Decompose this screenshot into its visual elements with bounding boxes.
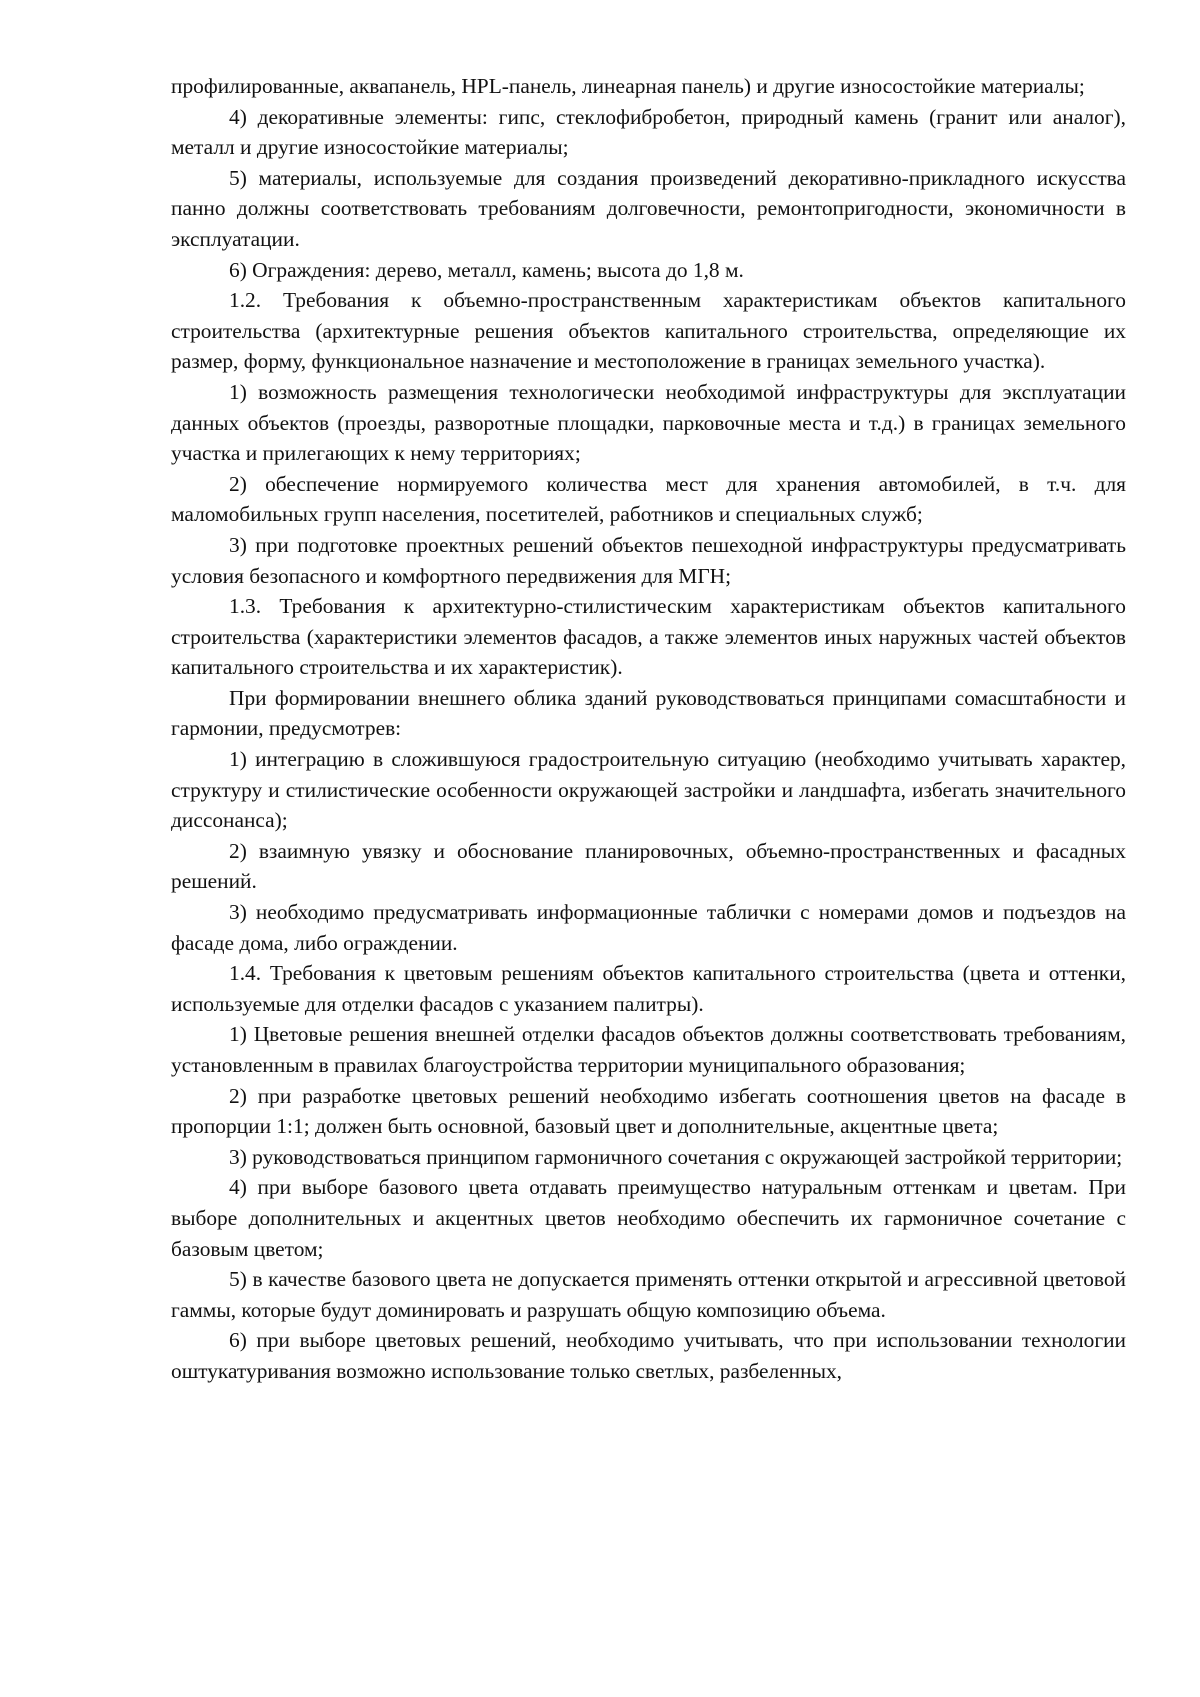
paragraph-mutual-linkage: 2) взаимную увязку и обоснование планировочных, объемно-пространственных и фасадных решений. [171, 838, 1126, 894]
section-heading-1-2: 1.2. Требования к объемно-пространственным характеристикам объектов капитального строительства (архитектурные решения объектов капитального строительства, определяющие их размер, форму, функциональное назначение и местоположение в границах земельного участка). [171, 288, 1126, 374]
paragraph-color-proportion: 2) при разработке цветовых решений необходимо избегать соотношения цветов на фасаде в пропорции 1:1; должен быть основной, базовый цвет и дополнительные, акцентные цвета; [171, 1083, 1126, 1139]
paragraph-infrastructure: 1) возможность размещения технологически необходимой инфраструктуры для эксплуатации данных объектов (проезды, разворотные площадки, парковочные места и т.д.) в границах земельного участка и прилегающих к нему территориях; [171, 379, 1126, 466]
section-heading-1-4: 1.4. Требования к цветовым решениям объектов капитального строительства (цвета и оттенки, используемые для отделки фасадов с указанием палитры). [171, 961, 1126, 1016]
paragraph-external-appearance: При формировании внешнего облика зданий руководствоваться принципами сомасштабности и гармонии, предусмотрев: [171, 685, 1126, 741]
paragraph-plastering: 6) при выборе цветовых решений, необходимо учитывать, что при использовании технологии оштукатуривания возможно использование только светлых, разбеленных, [171, 1328, 1126, 1383]
paragraph-pedestrian: 3) при подготовке проектных решений объектов пешеходной инфраструктуры предусматривать условия безопасного и комфортного передвижения для МГН; [171, 532, 1126, 588]
paragraph-parking: 2) обеспечение нормируемого количества мест для хранения автомобилей, в т.ч. для маломобильных групп населения, посетителей, работников и специальных служб; [171, 471, 1126, 527]
paragraph-info-plates: 3) необходимо предусматривать информационные таблички с номерами домов и подъездов на фасаде дома, либо ограждении. [171, 900, 1126, 955]
document-page [171, 71, 1126, 1387]
paragraph-harmony: 3) руководствоваться принципом гармоничного сочетания с окружающей застройкой территории; [229, 1144, 1123, 1169]
section-heading-1-3: 1.3. Требования к архитектурно-стилистическим характеристикам объектов капитального строительства (характеристики элементов фасадов, а также элементов иных наружных частей объектов капитального строительства и их характеристик). [171, 594, 1126, 680]
paragraph-decorative-elements: 4) декоративные элементы: гипс, стеклофибробетон, природный камень (гранит или аналог), металл и другие износостойкие материалы; [171, 104, 1126, 160]
paragraph-fences: 6) Ограждения: дерево, металл, камень; высота до 1,8 м. [229, 257, 744, 282]
paragraph-integration: 1) интеграцию в сложившуюся градостроительную ситуацию (необходимо учитывать характер, структуру и стилистические особенности окружающей застройки и ландшафта, избегать значительного диссонанса); [171, 747, 1126, 833]
paragraph-materials-continued: профилированные, аквапанель, HPL-панель, линеарная панель) и другие износостойкие материалы; [171, 74, 1085, 98]
paragraph-base-color: 4) при выборе базового цвета отдавать преимущество натуральным оттенкам и цветам. При выборе дополнительных и акцентных цветов необходимо обеспечить их гармоничное сочетание с базовым цветом; [171, 1175, 1126, 1261]
paragraph-aggressive-colors: 5) в качестве базового цвета не допускается применять оттенки открытой и агрессивной цветовой гаммы, которые будут доминировать и разрушать общую композицию объема. [171, 1267, 1126, 1322]
paragraph-applied-art-materials: 5) материалы, используемые для создания произведений декоративно-прикладного искусства панно должны соответствовать требованиям долговечности, ремонтопригодности, экономичности в эксплуатации. [171, 165, 1126, 251]
paragraph-color-requirements: 1) Цветовые решения внешней отделки фасадов объектов должны соответствовать требованиям, установленным в правилах благоустройства территории муниципального образования; [171, 1022, 1126, 1077]
